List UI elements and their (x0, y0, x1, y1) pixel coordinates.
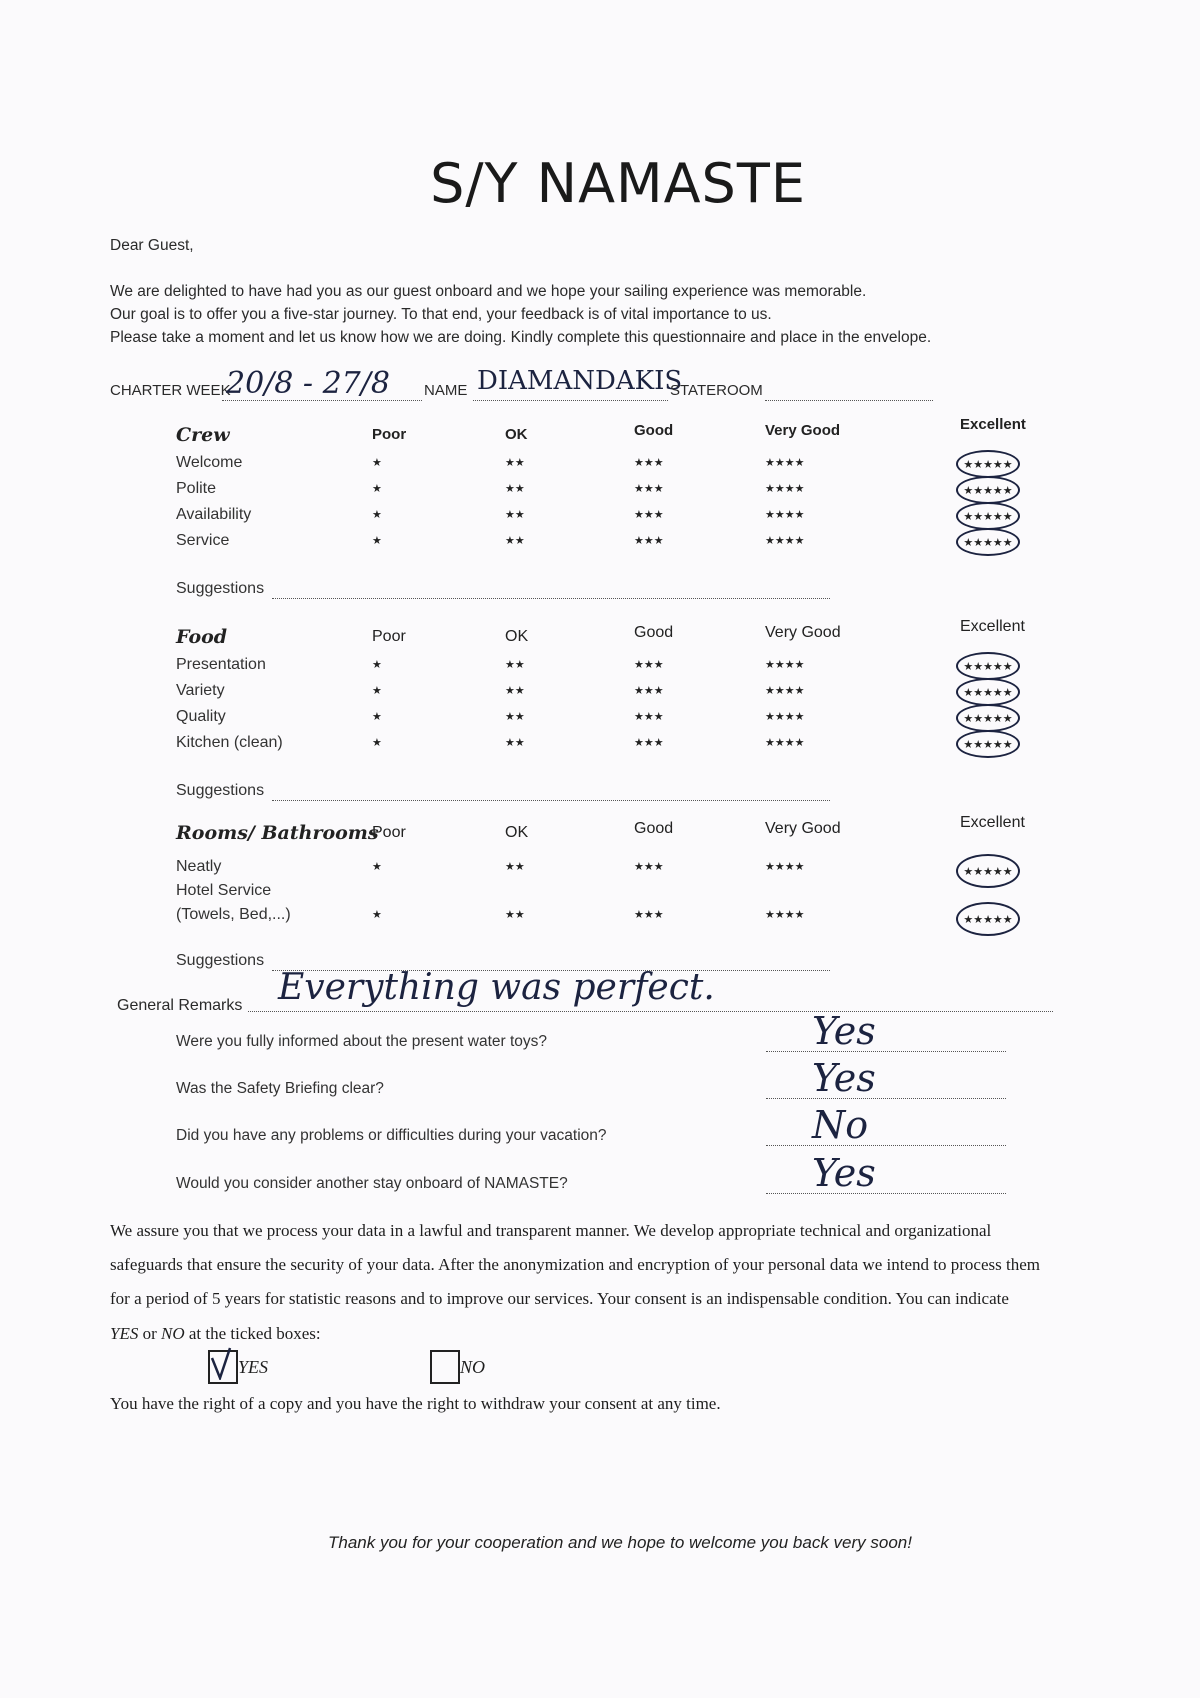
rating-option[interactable]: ★★★ (634, 535, 664, 547)
rating-stars: ★★★★★ (963, 712, 1013, 725)
footer-thanks: Thank you for your cooperation and we hope to welcome you back very soon! (327, 1533, 912, 1552)
rating-option[interactable]: ★★★ (634, 909, 664, 921)
rating-row-label: Kitchen (clean) (176, 734, 283, 751)
rating-header-excellent: Excellent (960, 416, 1026, 433)
rating-option-excellent-selected[interactable] (956, 476, 1020, 504)
rating-row-label: Quality (176, 708, 226, 725)
intro-line-3: Please take a moment and let us know how we are doing. Kindly complete this questionnaire and place in the envelope. (110, 329, 932, 346)
rating-option[interactable]: ★★★★ (765, 685, 805, 697)
privacy-yes-word: YES (110, 1324, 139, 1343)
rating-stars: ★★★★★ (963, 686, 1013, 699)
rating-option[interactable]: ★★ (505, 909, 525, 921)
rating-option[interactable]: ★ (372, 711, 382, 723)
rating-option[interactable]: ★★★ (634, 457, 664, 469)
rating-option[interactable]: ★ (372, 457, 382, 469)
intro-line-2: Our goal is to offer you a five-star journey. To that end, your feedback is of vital importance to us. (110, 306, 772, 323)
rating-row-label: (Towels, Bed,...) (176, 906, 291, 923)
rating-header-very-good: Very Good (765, 624, 841, 641)
question-answer-value: Yes (812, 1009, 876, 1053)
privacy-line-3: for a period of 5 years for statistic reasons and to improve our services. Your consent is an indispensable condition. You can indicate (110, 1289, 1009, 1308)
rating-stars: ★★★★★ (963, 458, 1013, 471)
rating-option[interactable]: ★★★ (634, 711, 664, 723)
rating-option-excellent-selected[interactable] (956, 854, 1020, 888)
privacy-rights: You have the right of a copy and you have the right to withdraw your consent at any time. (110, 1394, 721, 1413)
rating-option-excellent-selected[interactable] (956, 450, 1020, 478)
privacy-line-4-rest: at the ticked boxes: (184, 1324, 321, 1343)
document-title: S/Y NAMASTE (430, 152, 806, 215)
rating-option[interactable]: ★ (372, 737, 382, 749)
privacy-line-1: We assure you that we process your data in a lawful and transparent manner. We develop appropriate technical and organizational (110, 1221, 992, 1240)
rating-row-label: Presentation (176, 656, 266, 673)
rating-option[interactable]: ★★ (505, 483, 525, 495)
rating-header-ok: OK (505, 628, 529, 645)
consent-no-label: NO (460, 1357, 486, 1377)
rating-header-ok: OK (505, 824, 529, 841)
rating-stars: ★★★★★ (963, 660, 1013, 673)
rating-header-very-good: Very Good (765, 422, 841, 439)
suggestions-field[interactable] (272, 586, 830, 599)
rating-row-label: Hotel Service (176, 882, 272, 899)
rating-option[interactable]: ★★ (505, 535, 525, 547)
stateroom-label: STATEROOM (670, 382, 763, 399)
intro-line-1: We are delighted to have had you as our guest onboard and we hope your sailing experience was memorable. (110, 283, 867, 300)
section-title: Rooms/ Bathrooms (176, 822, 379, 844)
rating-option[interactable]: ★★★★ (765, 509, 805, 521)
rating-option[interactable]: ★★ (505, 861, 525, 873)
charter-week-value: 20/8 - 27/8 (226, 366, 390, 401)
rating-option-excellent-selected[interactable] (956, 902, 1020, 936)
rating-stars: ★★★★★ (963, 913, 1013, 926)
stateroom-field[interactable] (765, 380, 933, 401)
rating-stars: ★★★★★ (963, 738, 1013, 751)
rating-option[interactable]: ★★★ (634, 685, 664, 697)
rating-option[interactable]: ★★★★ (765, 483, 805, 495)
rating-stars: ★★★★★ (963, 510, 1013, 523)
name-field[interactable] (473, 366, 683, 401)
rating-option[interactable]: ★★★ (634, 659, 664, 671)
rating-option[interactable]: ★★ (505, 457, 525, 469)
rating-option[interactable]: ★ (372, 509, 382, 521)
rating-option[interactable]: ★ (372, 861, 382, 873)
rating-header-ok: OK (505, 426, 528, 443)
consent-no-checkbox[interactable] (430, 1350, 460, 1384)
name-label: NAME (424, 382, 468, 399)
rating-row-label: Service (176, 532, 230, 549)
rating-option[interactable]: ★ (372, 535, 382, 547)
suggestions-field[interactable] (272, 788, 830, 801)
rating-row-label: Availability (176, 506, 252, 523)
question-text: Were you fully informed about the present water toys? (176, 1033, 548, 1050)
rating-option[interactable]: ★★★ (634, 861, 664, 873)
question-answer-field[interactable] (766, 1151, 1006, 1195)
question-answer-field[interactable] (766, 1103, 1006, 1147)
rating-option[interactable]: ★★★★ (765, 535, 805, 547)
rating-option[interactable]: ★★★★ (765, 711, 805, 723)
rating-option-excellent-selected[interactable] (956, 528, 1020, 556)
rating-option[interactable]: ★★★★ (765, 659, 805, 671)
general-remarks-value: Everything was perfect. (278, 967, 715, 1008)
charter-week-label: CHARTER WEEK (110, 382, 231, 399)
rating-header-poor: Poor (372, 824, 406, 841)
rating-option[interactable]: ★ (372, 659, 382, 671)
rating-stars: ★★★★★ (963, 536, 1013, 549)
rating-row-label: Neatly (176, 858, 222, 875)
privacy-line-2: safeguards that ensure the security of your data. After the anonymization and encryption of your personal data we intend to process them (110, 1255, 1040, 1274)
rating-header-good: Good (634, 624, 674, 641)
general-remarks-field[interactable] (248, 967, 1053, 1012)
consent-yes-checkbox[interactable] (208, 1350, 238, 1384)
rating-row-label: Welcome (176, 454, 243, 471)
rating-option[interactable]: ★ (372, 909, 382, 921)
rating-option-excellent-selected[interactable] (956, 704, 1020, 732)
question-answer-field[interactable] (766, 1056, 1006, 1100)
question-answer-field[interactable] (766, 1009, 1006, 1053)
rating-option[interactable]: ★★ (505, 711, 525, 723)
rating-option-excellent-selected[interactable] (956, 502, 1020, 530)
rating-option-excellent-selected[interactable] (956, 730, 1020, 758)
greeting: Dear Guest, (110, 237, 194, 254)
suggestions-label: Suggestions (176, 782, 265, 799)
rating-header-very-good: Very Good (765, 820, 841, 837)
rating-option[interactable]: ★★★ (634, 483, 664, 495)
privacy-or-word: or (138, 1324, 162, 1343)
rating-option[interactable]: ★★ (505, 509, 525, 521)
question-text: Did you have any problems or difficulties during your vacation? (176, 1127, 607, 1144)
checkmark-icon (208, 1344, 238, 1380)
rating-option[interactable]: ★★★★ (765, 737, 805, 749)
question-text: Was the Safety Briefing clear? (176, 1080, 384, 1097)
rating-option-excellent-selected[interactable] (956, 678, 1020, 706)
name-value: DIAMANDAKIS (477, 366, 683, 396)
rating-option[interactable]: ★★ (505, 737, 525, 749)
question-answer-value: Yes (812, 1151, 876, 1195)
suggestions-label: Suggestions (176, 952, 265, 969)
section-title: Crew (176, 424, 230, 446)
rating-header-excellent: Excellent (960, 618, 1025, 635)
rating-option[interactable]: ★★★ (634, 737, 664, 749)
rating-option[interactable]: ★★★★ (765, 861, 805, 873)
suggestions-label: Suggestions (176, 580, 265, 597)
general-remarks-label: General Remarks (117, 997, 243, 1014)
rating-header-poor: Poor (372, 628, 406, 645)
rating-option[interactable]: ★★★★ (765, 457, 805, 469)
rating-header-good: Good (634, 820, 674, 837)
consent-yes-label: YES (238, 1357, 269, 1377)
question-answer-value: No (812, 1103, 869, 1147)
charter-week-field[interactable] (222, 366, 422, 401)
rating-stars: ★★★★★ (963, 865, 1013, 878)
rating-option[interactable]: ★ (372, 685, 382, 697)
rating-option[interactable]: ★★★★ (765, 909, 805, 921)
question-text: Would you consider another stay onboard of NAMASTE? (176, 1175, 568, 1192)
rating-row-label: Polite (176, 480, 217, 497)
privacy-no-word: NO (161, 1324, 185, 1343)
rating-row-label: Variety (176, 682, 225, 699)
rating-option[interactable]: ★★ (505, 659, 525, 671)
question-answer-value: Yes (812, 1056, 876, 1100)
rating-header-excellent: Excellent (960, 814, 1025, 831)
rating-header-good: Good (634, 422, 674, 439)
rating-header-poor: Poor (372, 426, 407, 443)
rating-option[interactable]: ★ (372, 483, 382, 495)
rating-option[interactable]: ★★★ (634, 509, 664, 521)
section-title: Food (176, 626, 228, 648)
privacy-line-4 (110, 1324, 321, 1344)
rating-stars: ★★★★★ (963, 484, 1013, 497)
rating-option[interactable]: ★★ (505, 685, 525, 697)
rating-option-excellent-selected[interactable] (956, 652, 1020, 680)
